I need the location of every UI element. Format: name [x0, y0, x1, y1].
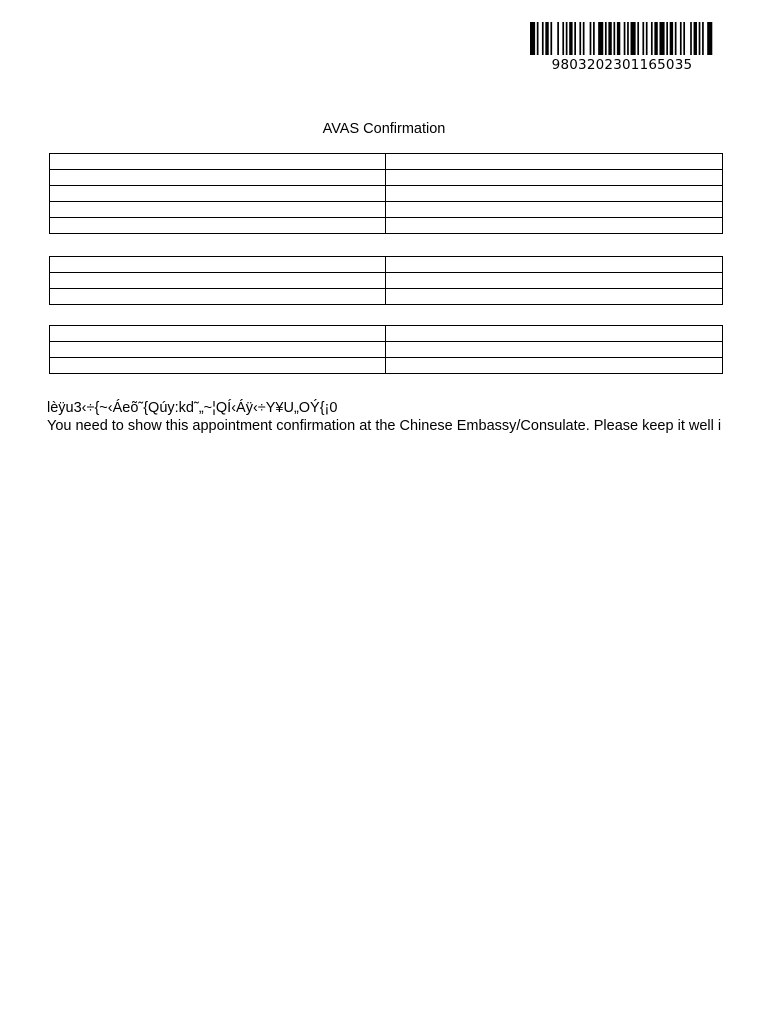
notice-line-encoded: lèÿu3‹÷{~‹Áeõ˜{Qúy:kd˜„~¦QÍ‹Áÿ‹÷Y¥U„OÝ{¡0: [47, 400, 338, 416]
barcode-bar: [707, 22, 712, 55]
barcode-number: 9803202301165035: [551, 57, 693, 73]
barcode-image: [530, 22, 714, 55]
table-row: [50, 289, 723, 305]
barcode-bar: [542, 22, 544, 55]
barcode-bar: [624, 22, 626, 55]
table-cell: [386, 342, 723, 358]
table-cell: [386, 358, 723, 374]
barcode-bar: [646, 22, 648, 55]
barcode-bar: [605, 22, 607, 55]
table-cell: [386, 273, 723, 289]
barcode-bar: [654, 22, 657, 55]
table-row: [50, 326, 723, 342]
table-cell: [386, 289, 723, 305]
barcode-bar: [583, 22, 585, 55]
table-cell: [386, 202, 723, 218]
table-cell: [50, 289, 386, 305]
table-row: [50, 358, 723, 374]
barcode-bar: [598, 22, 603, 55]
table-cell: [50, 257, 386, 273]
table-cell: [50, 154, 386, 170]
table-cell: [50, 342, 386, 358]
barcode-bar: [617, 22, 620, 55]
table-cell: [50, 273, 386, 289]
barcode-bar: [550, 22, 552, 55]
barcode-bar: [651, 22, 653, 55]
barcode-bar: [627, 22, 629, 55]
document-title: AVAS Confirmation: [322, 121, 446, 137]
barcode-bar: [683, 22, 685, 55]
barcode-bar: [659, 22, 664, 55]
barcode-bar: [690, 22, 692, 55]
form-table-2: [49, 256, 723, 305]
table-cell: [386, 186, 723, 202]
table-cell: [50, 202, 386, 218]
barcode-bar: [670, 22, 673, 55]
table-cell: [50, 186, 386, 202]
notice-line-english: You need to show this appointment confirmation at the Chinese Embassy/Consulate. Please keep it well i: [47, 418, 722, 434]
barcode-bar: [593, 22, 595, 55]
barcode-bar: [675, 22, 677, 55]
table-cell: [386, 326, 723, 342]
barcode-bar: [613, 22, 615, 55]
table-cell: [386, 218, 723, 234]
barcode-bar: [666, 22, 668, 55]
barcode-bar: [702, 22, 704, 55]
barcode-block: [530, 22, 714, 73]
barcode-bar: [590, 22, 592, 55]
table-row: [50, 170, 723, 186]
table-row: [50, 273, 723, 289]
table-row: [50, 154, 723, 170]
barcode-bar: [530, 22, 535, 55]
barcode-bar: [642, 22, 644, 55]
form-table-3: [49, 325, 723, 374]
form-table-1: [49, 153, 723, 234]
table-cell: [50, 358, 386, 374]
barcode-bar: [566, 22, 568, 55]
barcode-bar: [631, 22, 636, 55]
barcode-bar: [574, 22, 576, 55]
barcode-bar: [694, 22, 697, 55]
barcode-bar: [545, 22, 548, 55]
table-cell: [386, 154, 723, 170]
barcode-bar: [557, 22, 559, 55]
table-cell: [50, 218, 386, 234]
table-row: [50, 342, 723, 358]
table-cell: [386, 257, 723, 273]
barcode-bar: [579, 22, 581, 55]
barcode-bar: [562, 22, 564, 55]
barcode-bar: [537, 22, 539, 55]
table-cell: [50, 326, 386, 342]
barcode-bar: [569, 22, 572, 55]
table-row: [50, 257, 723, 273]
table-cell: [50, 170, 386, 186]
barcode-bar: [608, 22, 611, 55]
barcode-bar: [680, 22, 682, 55]
barcode-bar: [637, 22, 639, 55]
table-row: [50, 202, 723, 218]
table-row: [50, 186, 723, 202]
table-row: [50, 218, 723, 234]
barcode-bar: [699, 22, 701, 55]
table-cell: [386, 170, 723, 186]
